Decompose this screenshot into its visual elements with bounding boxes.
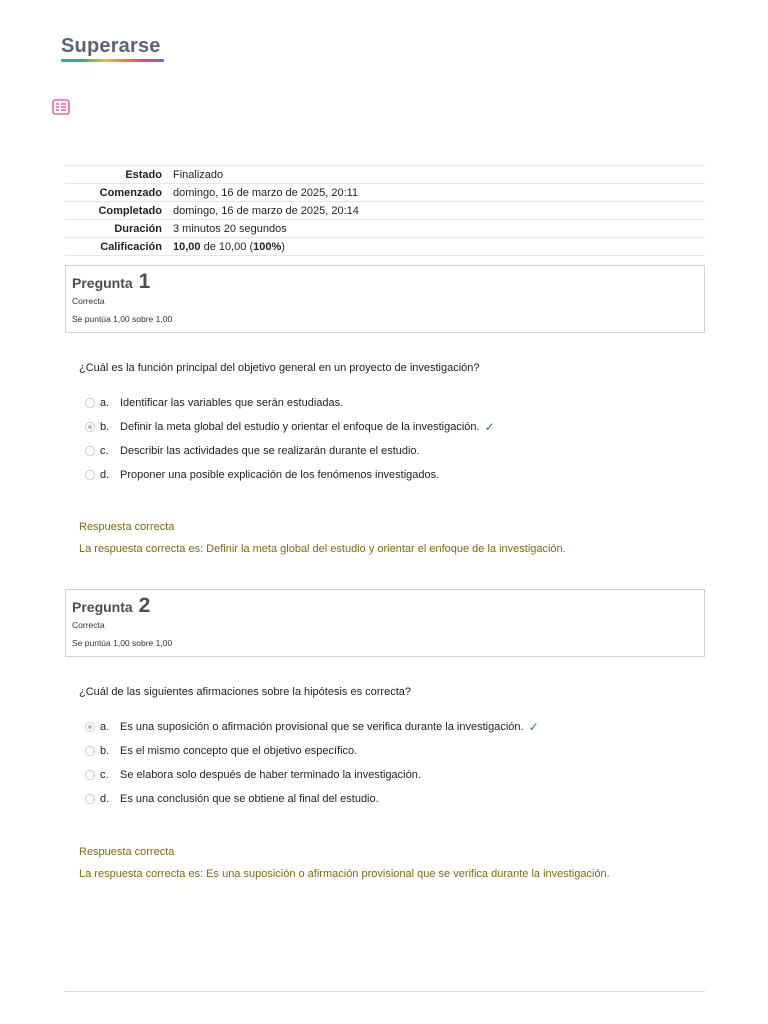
question-state: Correcta bbox=[72, 296, 105, 306]
radio-button[interactable] bbox=[85, 746, 95, 756]
answer-letter: c. bbox=[100, 445, 109, 457]
checkmark-icon: ✓ bbox=[528, 720, 539, 734]
answer-letter: a. bbox=[100, 721, 110, 733]
question-number: 2 bbox=[138, 594, 151, 617]
question-grade: Se puntúa 1,00 sobre 1,00 bbox=[72, 314, 173, 324]
question-2-feedback bbox=[79, 846, 610, 880]
answer-option[interactable] bbox=[85, 763, 645, 787]
grade-out-of: de 10,00 ( bbox=[200, 240, 254, 253]
answer-text: Describir las actividades que se realizarán durante el estudio. bbox=[120, 445, 420, 457]
answer-option[interactable] bbox=[85, 391, 645, 415]
answer-letter: c. bbox=[100, 769, 109, 781]
feedback-title: Respuesta correcta bbox=[79, 846, 175, 858]
summary-label: Comenzado bbox=[99, 186, 162, 199]
feedback-title: Respuesta correcta bbox=[79, 521, 175, 533]
question-grade: Se puntúa 1,00 sobre 1,00 bbox=[72, 638, 173, 648]
summary-value bbox=[173, 238, 705, 256]
question-1-text: ¿Cuál es la función principal del objetivo general en un proyecto de investigación? bbox=[79, 362, 480, 374]
grade-percent: 100% bbox=[253, 240, 282, 253]
answer-option[interactable] bbox=[85, 715, 645, 739]
radio-button[interactable] bbox=[85, 470, 95, 480]
answer-text: Proponer una posible explicación de los fenómenos investigados. bbox=[120, 469, 440, 481]
summary-value: domingo, 16 de marzo de 2025, 20:14 bbox=[173, 204, 359, 217]
grade-score: 10,00 bbox=[173, 240, 201, 253]
answer-letter: b. bbox=[100, 421, 110, 433]
logo-color-bar bbox=[61, 59, 164, 62]
answer-letter: d. bbox=[100, 469, 110, 481]
summary-value: domingo, 16 de marzo de 2025, 20:11 bbox=[173, 186, 359, 199]
checkmark-icon: ✓ bbox=[484, 420, 495, 434]
radio-button[interactable] bbox=[85, 770, 95, 780]
answer-option[interactable] bbox=[85, 415, 645, 439]
answer-letter: d. bbox=[100, 793, 110, 805]
summary-row-duracion bbox=[65, 220, 705, 238]
question-title bbox=[72, 594, 698, 619]
question-title bbox=[72, 270, 698, 295]
question-2-answers bbox=[85, 715, 645, 811]
answer-text: Es una conclusión que se obtiene al final del estudio. bbox=[120, 793, 379, 805]
answer-option[interactable] bbox=[85, 439, 645, 463]
answer-text: Se elabora solo después de haber terminado la investigación. bbox=[120, 769, 421, 781]
summary-row-estado bbox=[65, 166, 705, 184]
footer-divider bbox=[65, 991, 705, 992]
question-1-answers bbox=[85, 391, 645, 487]
question-2-info bbox=[65, 589, 705, 657]
answer-text: Definir la meta global del estudio y orientar el enfoque de la investigación. bbox=[120, 421, 480, 433]
feedback-right-answer: La respuesta correcta es: Es una suposición o afirmación provisional que se verifica durante la investigación. bbox=[79, 868, 610, 880]
question-1-info bbox=[65, 265, 705, 333]
radio-button[interactable] bbox=[85, 446, 95, 456]
answer-option[interactable] bbox=[85, 463, 645, 487]
answer-letter: a. bbox=[100, 397, 110, 409]
answer-option[interactable] bbox=[85, 739, 645, 763]
summary-value: 3 minutos 20 segundos bbox=[173, 222, 287, 235]
quiz-navigation-icon[interactable] bbox=[52, 99, 70, 115]
question-number: 1 bbox=[138, 270, 151, 293]
answer-text: Es una suposición o afirmación provisional que se verifica durante la investigación. bbox=[120, 721, 524, 733]
summary-row-completado bbox=[65, 202, 705, 220]
question-2-text: ¿Cuál de las siguientes afirmaciones sobre la hipótesis es correcta? bbox=[79, 686, 411, 698]
radio-button-selected[interactable] bbox=[85, 422, 95, 432]
summary-label: Calificación bbox=[100, 240, 162, 253]
radio-button[interactable] bbox=[85, 794, 95, 804]
summary-value: Finalizado bbox=[173, 168, 224, 181]
summary-row-comenzado bbox=[65, 184, 705, 202]
question-state: Correcta bbox=[72, 620, 105, 630]
summary-label: Completado bbox=[98, 204, 162, 217]
attempt-summary-table bbox=[65, 165, 705, 256]
logo-text: Superarse bbox=[61, 35, 161, 57]
grade-close: ) bbox=[281, 240, 285, 253]
summary-row-calificacion bbox=[65, 238, 705, 256]
radio-button-selected[interactable] bbox=[85, 722, 95, 732]
superarse-logo[interactable] bbox=[61, 34, 164, 62]
answer-text: Identificar las variables que serán estudiadas. bbox=[120, 397, 344, 409]
question-1-feedback bbox=[79, 521, 566, 555]
summary-label: Duración bbox=[114, 222, 162, 235]
answer-option[interactable] bbox=[85, 787, 645, 811]
answer-text: Es el mismo concepto que el objetivo específico. bbox=[120, 745, 358, 757]
radio-button[interactable] bbox=[85, 398, 95, 408]
summary-label: Estado bbox=[125, 168, 162, 181]
question-label: Pregunta bbox=[72, 599, 133, 615]
feedback-right-answer: La respuesta correcta es: Definir la meta global del estudio y orientar el enfoque de la investigación. bbox=[79, 543, 566, 555]
question-label: Pregunta bbox=[72, 275, 133, 291]
answer-letter: b. bbox=[100, 745, 110, 757]
